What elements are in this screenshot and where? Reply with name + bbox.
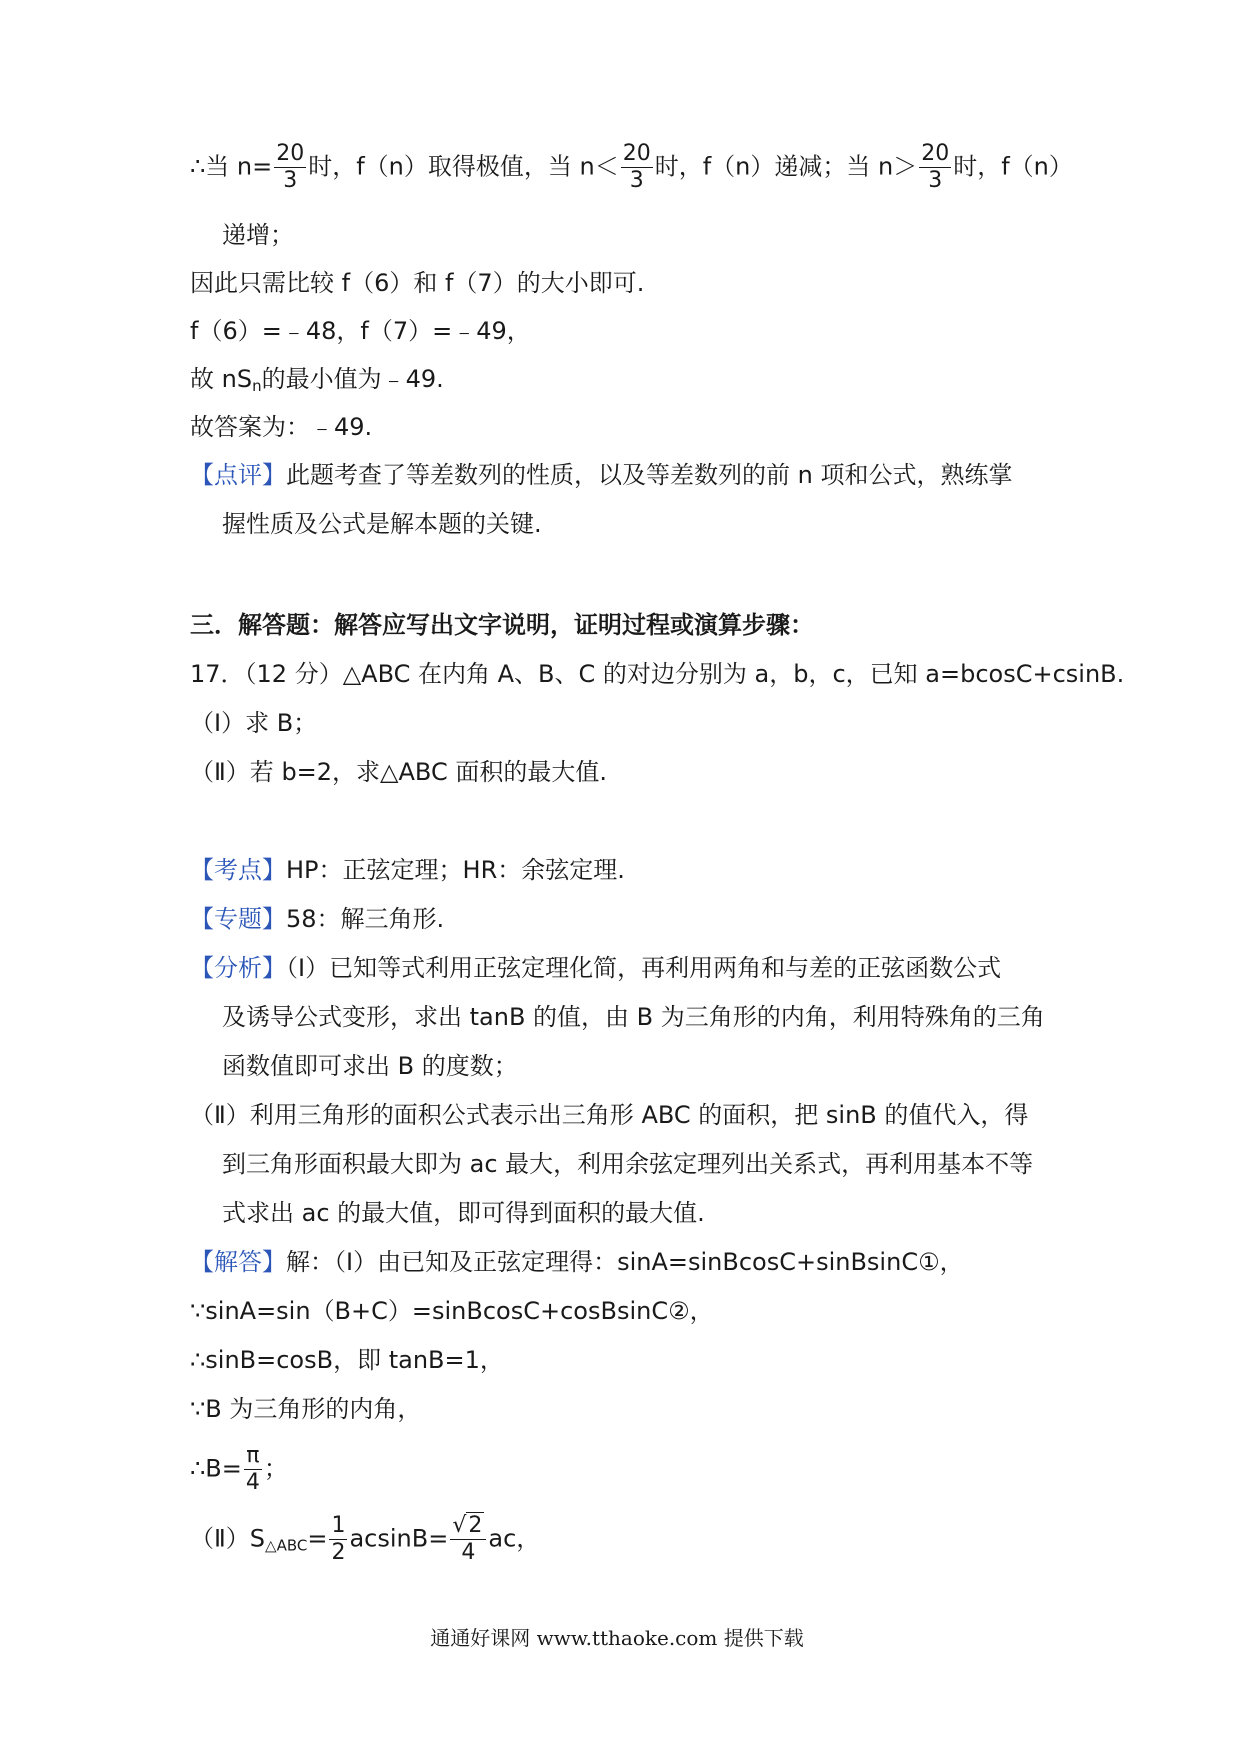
fraction-sqrt2-over-4: $\frac{√2}{4}$ [450, 1515, 486, 1564]
solution-step: ∵sinA=sin（B+C）=sinBcosC+cosBsinC②， [190, 1297, 714, 1325]
analysis-line: 及诱导公式变形，求出 tanB 的值，由 B 为三角形的内角，利用特殊角的三角 [222, 1003, 1045, 1031]
solution-line: 递增； [222, 221, 294, 249]
solution-step: ∵B 为三角形的内角， [190, 1395, 422, 1423]
analysis-line: 到三角形面积最大即为 ac 最大，利用余弦定理列出关系式，再利用基本不等 [222, 1150, 1034, 1178]
analysis-line: 函数值即可求出 B 的度数； [222, 1052, 518, 1080]
fraction-1-over-2: $\frac{1}{2}$ [331, 1513, 346, 1565]
solution-step: ∴sinB=cosB，即 tanB=1， [190, 1346, 504, 1374]
solution-tag: 【解答】 [190, 1248, 286, 1276]
solution-step: 【解答】解：（Ⅰ）由已知及正弦定理得：sinA=sinBcosC+sinBsinC①， [190, 1248, 964, 1276]
knowledge-point-line: 【考点】HP：正弦定理；HR：余弦定理. [190, 856, 625, 884]
comment-tag: 【点评】 [190, 461, 286, 489]
answer-line: 故答案为：﹣49. [190, 413, 373, 441]
analysis-line: 【分析】（Ⅰ）已知等式利用正弦定理化简，再利用两角和与差的正弦函数公式 [190, 954, 1002, 982]
fraction-20-3: $\frac{20}{3}$ [276, 141, 305, 193]
solution-line: 因此只需比较 f（6）和 f（7）的大小即可. [190, 269, 645, 297]
question-part-1: （Ⅰ）求 B； [190, 709, 318, 737]
comment-line: 【点评】此题考查了等差数列的性质，以及等差数列的前 n 项和公式，熟练掌 [190, 461, 1013, 489]
question-17: 17．（12 分）△ABC 在内角 A、B、C 的对边分别为 a，b，c，已知 a=bcosC+csinB. [190, 660, 1125, 688]
fraction-pi-over-4: $\frac{\pi}{4}$ [245, 1443, 260, 1495]
fraction-20-3: $\frac{20}{3}$ [622, 141, 651, 193]
comment-line: 握性质及公式是解本题的关键. [222, 510, 542, 538]
knowledge-point-tag: 【考点】 [190, 856, 286, 884]
analysis-line: （Ⅱ）利用三角形的面积公式表示出三角形 ABC 的面积，把 sinB 的值代入，得 [190, 1101, 1029, 1129]
analysis-line: 式求出 ac 的最大值，即可得到面积的最大值. [222, 1199, 705, 1227]
fraction-20-3: $\frac{20}{3}$ [921, 141, 950, 193]
solution-step: ∴B= $\frac{\pi}{4}$ ； [190, 1443, 288, 1495]
analysis-tag: 【分析】 [190, 954, 286, 982]
solution-line: 故 $nS_n$的最小值为﹣49. [190, 365, 444, 395]
section-heading: 三．解答题：解答应写出文字说明，证明过程或演算步骤： [190, 611, 814, 639]
solution-step: $(Ⅱ)S_{\triangle ABC}=$ $\frac{1}{2}$ acsinB= $\frac{√2}{4}$ ac， [190, 1513, 541, 1565]
sqrt-symbol: √2 [452, 1513, 483, 1538]
topic-tag: 【专题】 [190, 905, 286, 933]
solution-line: f（6）=﹣48，f（7）=﹣49， [190, 317, 531, 345]
page-footer: 通通好课网 www.tthaoke.com 提供下载 [430, 1626, 804, 1650]
solution-line-extremum: ∴当 n= $\frac{20}{3}$ 时，f（n）取得极值，当 n＜ $\frac{20}{3}$ 时，f（n）递减；当 n＞ $\frac{20}{3}$ 时，f（n） [190, 141, 1073, 193]
question-part-2: （Ⅱ）若 b=2，求△ABC 面积的最大值. [190, 758, 607, 786]
topic-line: 【专题】58：解三角形. [190, 905, 445, 933]
